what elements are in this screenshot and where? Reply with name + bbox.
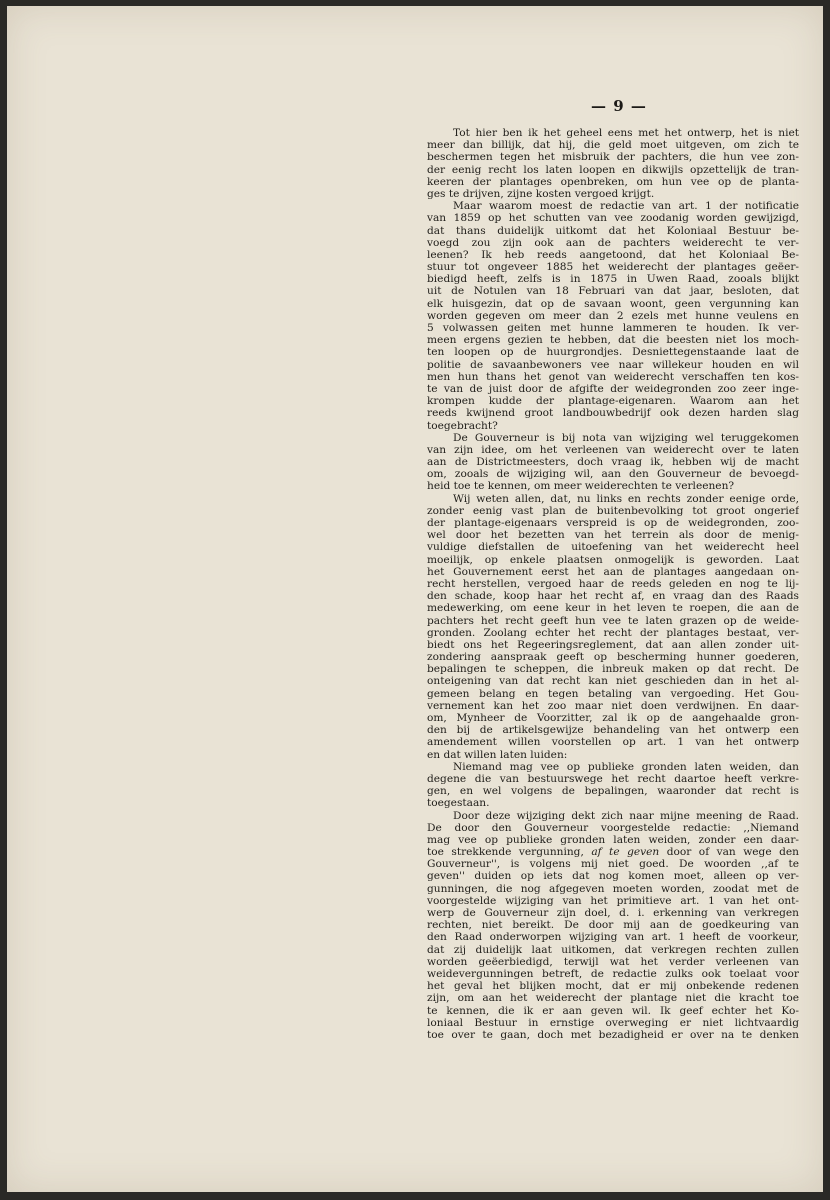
text-line: bepalingen te scheppen, die inbreuk maken op dat recht. De <box>427 663 799 676</box>
text-line: amendement willen voorstellen op art. 1 van het ontwerp <box>427 736 799 749</box>
text-line: keeren der plantages openbreken, om hun vee op de planta- <box>427 175 799 188</box>
text-line: De Gouverneur is bij nota van wijziging wel teruggekomen <box>453 431 799 444</box>
text-line: stuur tot ongeveer 1885 het weiderecht der plantages geëer- <box>427 261 799 274</box>
text-line: mag vee op publieke gronden laten weiden, zonder een daar- <box>427 833 799 846</box>
text-line: Door deze wijziging dekt zich naar mijne meening de Raad. <box>453 809 799 822</box>
text-line: moeilijk, op enkele plaatsen onmogelijk is geworden. Laat <box>427 553 799 566</box>
text-line: vuldige diefstallen de uitoefening van het weiderecht heel <box>427 541 799 554</box>
text-line: 5 volwassen geiten met hunne lammeren te houden. Ik ver- <box>427 322 799 334</box>
text-line: te van de juist door de afgifte der weidegronden zoo zeer inge- <box>427 382 799 395</box>
text-line: om, zooals de wijziging wil, aan den Gouverneur de bevoegd- <box>427 468 799 481</box>
text-line: van zijn idee, om het verleenen van weiderecht over te laten <box>427 443 799 456</box>
text-line: zijn, om aan het weiderecht der plantage niet die kracht toe <box>427 992 799 1005</box>
text-line: vernement kan het zoo maar niet doen verdwijnen. En daar- <box>427 699 799 712</box>
text-line: ges te drijven, zijne kosten vergoed krijgt. <box>427 187 655 200</box>
text-line: toegestaan. <box>427 797 490 810</box>
text-line: uit de Notulen van 18 Februari van dat jaar, besloten, dat <box>427 285 799 298</box>
text-line: der eenig recht los laten loopen en dikwijls opzettelijk de tran- <box>427 163 799 176</box>
text-line: werp de Gouverneur zijn doel, d. i. erkenning van verkregen <box>427 907 799 919</box>
text-line: gemeen belang en tegen betaling van vergoeding. Het Gou- <box>427 687 799 700</box>
text-line: toegebracht? <box>427 419 498 432</box>
text-line: De door den Gouverneur voorgestelde redactie: ,,Niemand <box>427 821 799 834</box>
text-line: meer dan billijk, dat hij, die geld moet uitgeven, om zich te <box>427 139 799 152</box>
text-line: om, Mynheer de Voorzitter, zal ik op de aangehaalde gron- <box>427 712 799 724</box>
text-line: Gouverneur'', is volgens mij niet goed. De woorden ,,af te <box>427 858 799 871</box>
text-line: toe strekkende vergunning, af te geven door of van wege den <box>427 846 799 859</box>
text-line: recht herstellen, vergoed haar de reeds geleden en nog te lij- <box>427 577 799 590</box>
text-line: geven'' duiden op iets dat nog komen moet, alleen op ver- <box>427 870 799 883</box>
text-line: en dat willen laten luiden: <box>427 748 568 761</box>
text-line: voegd zou zijn ook aan de pachters weiderecht te ver- <box>427 236 799 249</box>
body-text-column <box>427 127 799 1102</box>
text-line: Tot hier ben ik het geheel eens met het ontwerp, het is niet <box>453 127 799 139</box>
text-line: gen, en wel volgens de bepalingen, waaronder dat recht is <box>427 785 799 798</box>
text-line: dat thans duidelijk uitkomt dat het Koloniaal Bestuur be- <box>427 224 799 237</box>
text-line: rechten, niet bereikt. De door mij aan de goedkeuring van <box>427 919 799 932</box>
text-line: van 1859 op het schutten van vee zoodanig worden gewijzigd, <box>427 212 799 225</box>
text-line: reeds kwijnend groot landbouwbedrijf ook dezen harden slag <box>427 407 799 420</box>
text-line: worden gegeven om meer dan 2 ezels met hunne veulens en <box>427 309 799 322</box>
text-line: het Gouvernement eerst het aan de plantages aangedaan on- <box>427 565 799 578</box>
text-line: zonder eenig vast plan de buitenbevolking tot groot ongerief <box>427 504 799 517</box>
text-line: den schade, koop haar het recht af, en vraag dan des Raads <box>427 590 799 603</box>
text-line: der plantage-eigenaars verspreid is op de weidegronden, zoo- <box>427 517 799 529</box>
document-page <box>7 6 823 1192</box>
text-line: meen ergens gezien te hebben, dat die beesten niet los moch- <box>427 334 799 347</box>
text-line: zondering aanspraak geeft op bescherming hunner goederen, <box>427 651 799 664</box>
text-line: worden geëerbiedigd, terwijl wat het verder verleenen van <box>427 955 799 968</box>
text-line: leenen? Ik heb reeds aangetoond, dat het Koloniaal Be- <box>427 248 799 261</box>
page-number: — 9 — <box>591 97 647 115</box>
text-line: gronden. Zoolang echter het recht der plantages bestaat, ver- <box>427 626 799 639</box>
text-line: Maar waarom moest de redactie van art. 1 der notificatie <box>453 200 799 213</box>
text-line: den bij de artikelsgewijze behandeling van het ontwerp een <box>427 724 799 737</box>
text-line: te kennen, die ik er aan geven wil. Ik geef echter het Ko- <box>427 1004 799 1017</box>
text-line: biedt ons het Regeeringsreglement, dat aan allen zonder uit- <box>427 638 799 651</box>
text-line: onteigening van dat recht kan niet geschieden dan in het al- <box>427 675 799 688</box>
text-line: elk huisgezin, dat op de savaan woont, geen vergunning kan <box>427 297 799 310</box>
text-line: weidevergunningen betreft, de redactie zulks ook toelaat voor <box>427 967 799 980</box>
text-line: ten loopen op de huurgrondjes. Desniettegenstaande laat de <box>427 346 799 359</box>
text-line: pachters het recht geeft hun vee te laten grazen op de weide- <box>427 614 799 627</box>
text-line: Niemand mag vee op publieke gronden laten weiden, dan <box>453 760 799 773</box>
text-line: degene die van bestuurswege het recht daartoe heeft verkre- <box>427 772 799 785</box>
text-line: heid toe te kennen, om meer weiderechten te verleenen? <box>427 480 735 493</box>
text-line: toe over te gaan, doch met bezadigheid er over na te denken <box>427 1028 799 1041</box>
text-line: biedigd heeft, zelfs is in 1875 in Uwen Raad, zooals blijkt <box>427 273 799 286</box>
text-line: voorgestelde wijziging van het primitieve art. 1 van het ont- <box>427 894 799 907</box>
text-line: medewerking, om eene keur in het leven te roepen, die aan de <box>427 602 799 615</box>
text-line: dat zij duidelijk laat uitkomen, dat verkregen rechten zullen <box>427 943 799 956</box>
text-line: Wij weten allen, dat, nu links en rechts zonder eenige orde, <box>453 492 799 505</box>
text-line: aan de Districtmeesters, doch vraag ik, hebben wij de macht <box>427 456 799 469</box>
text-line: gunningen, die nog afgegeven moeten worden, zoodat met de <box>427 882 799 895</box>
text-line: loniaal Bestuur in ernstige overweging er niet lichtvaardig <box>427 1016 799 1029</box>
text-line: wel door het bezetten van het terrein als door de menig- <box>427 529 799 542</box>
text-line: het geval het blijken mocht, dat er mij onbekende redenen <box>427 980 799 993</box>
text-line: den Raad onderworpen wijziging van art. 1 heeft de voorkeur, <box>427 931 799 944</box>
text-line: krompen kudde der plantage-eigenaren. Waarom aan het <box>427 395 799 408</box>
text-line: beschermen tegen het misbruik der pachters, die hun vee zon- <box>427 151 799 164</box>
text-line: politie de savaanbewoners vee naar willekeur houden en wil <box>427 358 799 371</box>
italic-phrase: af te geven <box>591 846 660 859</box>
text-line: men hun thans het genot van weiderecht verschaffen ten kos- <box>427 370 799 383</box>
